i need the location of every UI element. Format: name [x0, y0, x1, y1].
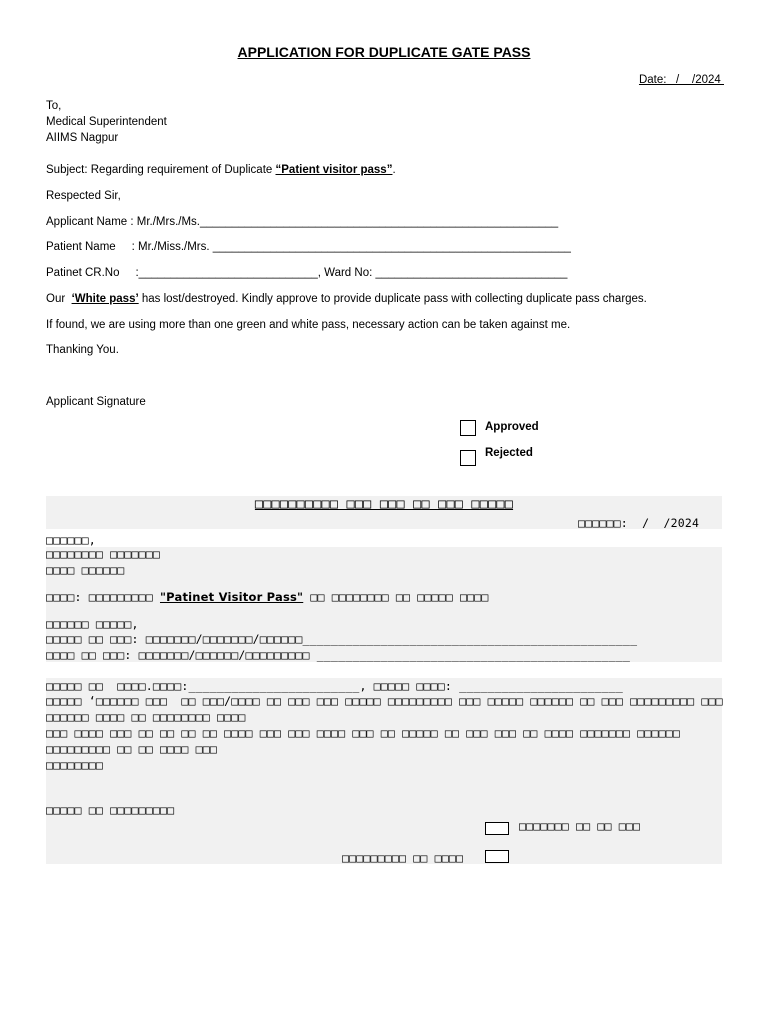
body1-highlight: ‘White pass’ — [71, 293, 139, 305]
cr-ward-field[interactable]: Patinet CR.No :____________________________, Ward No: ______________________________ — [46, 267, 568, 279]
body-paragraph-2: If found, we are using more than one green and white pass, necessary action can be taken against me. — [46, 319, 571, 331]
body1-prefix: Our — [46, 293, 72, 305]
approved-checkbox[interactable] — [460, 420, 476, 436]
hindi-date-line[interactable]: □□□□□□: / /2024 — [578, 516, 700, 530]
recipient-title: Medical Superintendent — [46, 116, 167, 128]
hindi-patient-name-field[interactable]: □□□□ □□ □□□: □□□□□□□/□□□□□□/□□□□□□□□□ ____________________________________________ — [46, 648, 631, 662]
hindi-recipient-title: □□□□□□□□ □□□□□□□ — [46, 547, 160, 561]
hindi-signature-label: □□□□□ □□ □□□□□□□□□ — [46, 803, 175, 817]
approved-label: Approved — [485, 421, 539, 433]
hindi-subject-highlight: "Patinet Visitor Pass" — [159, 590, 304, 604]
hindi-subject-line — [46, 590, 488, 604]
rejected-checkbox[interactable] — [460, 450, 476, 466]
applicant-signature-label: Applicant Signature — [46, 396, 146, 408]
body1-suffix: has lost/destroyed. Kindly approve to provide duplicate pass with collecting duplicate pass charges. — [138, 293, 647, 305]
patient-name-field[interactable]: Patient Name : Mr./Miss./Mrs. ________________________________________________________ — [46, 241, 571, 253]
to-line: To, — [46, 100, 62, 112]
subject-prefix: Subject: Regarding requirement of Duplicate — [46, 164, 276, 176]
rejected-label: Rejected — [485, 447, 533, 459]
subject-highlight: “Patient visitor pass” — [275, 164, 393, 176]
hindi-body-paragraph-2b: □□□□□□□□□ □□ □□ □□□□ □□□ — [46, 742, 217, 756]
applicant-name-field[interactable]: Applicant Name : Mr./Mrs./Ms.________________________________________________________ — [46, 216, 559, 228]
hindi-closing: □□□□□□□□ — [46, 758, 103, 772]
hindi-body-paragraph-1: □□□□□ ‘□□□□□□ □□□ □□ □□□/□□□□ □□ □□□ □□□ □□□□□ □□□□□□□□□ □□□ □□□□□ □□□□□□ □□ □□□ □□□□□□□□□ □□□ — [46, 694, 723, 708]
hindi-body-paragraph-1b: □□□□□□ □□□□ □□ □□□□□□□□ □□□□ — [46, 710, 246, 724]
page-title: APPLICATION FOR DUPLICATE GATE PASS — [237, 44, 531, 60]
hindi-rejected-label: □□□□□□□□□ □□ □□□□ — [342, 851, 464, 865]
date-line[interactable]: Date: / /2024 — [638, 74, 724, 86]
body-paragraph-1 — [46, 292, 647, 306]
closing: Thanking You. — [46, 344, 119, 356]
hindi-subject-suffix: □□ □□□□□□□□ □□ □□□□□ □□□□ — [303, 590, 489, 604]
hindi-cr-ward-field[interactable]: □□□□□ □□ □□□□.□□□□:________________________, □□□□□ □□□□: _______________________ — [46, 679, 624, 693]
hindi-to-line: □□□□□□, — [46, 533, 96, 547]
recipient-org: AIIMS Nagpur — [46, 132, 119, 144]
hindi-approved-checkbox[interactable] — [485, 822, 509, 835]
hindi-subject-prefix: □□□□: □□□□□□□□□ — [46, 590, 160, 604]
hindi-recipient-org: □□□□ □□□□□□ — [46, 563, 125, 577]
hindi-body-paragraph-2: □□□ □□□□ □□□ □□ □□ □□ □□ □□□□ □□□ □□□ □□□□ □□□ □□ □□□□□ □□ □□□ □□□ □□ □□□□ □□□□□□□ □□□□□□ — [46, 726, 680, 740]
salutation: Respected Sir, — [46, 190, 121, 202]
subject-line — [46, 163, 396, 177]
hindi-rejected-checkbox[interactable] — [485, 850, 509, 863]
hindi-applicant-name-field[interactable]: □□□□□ □□ □□□: □□□□□□□/□□□□□□□/□□□□□□_______________________________________________ — [46, 632, 638, 646]
hindi-approved-label: □□□□□□□ □□ □□ □□□ — [519, 819, 641, 833]
hindi-title: □□□□□□□□□□ □□□ □□□ □□ □□□ □□□□□ — [254, 496, 514, 512]
hindi-salutation: □□□□□□ □□□□□, — [46, 617, 139, 631]
subject-suffix: . — [392, 164, 396, 176]
